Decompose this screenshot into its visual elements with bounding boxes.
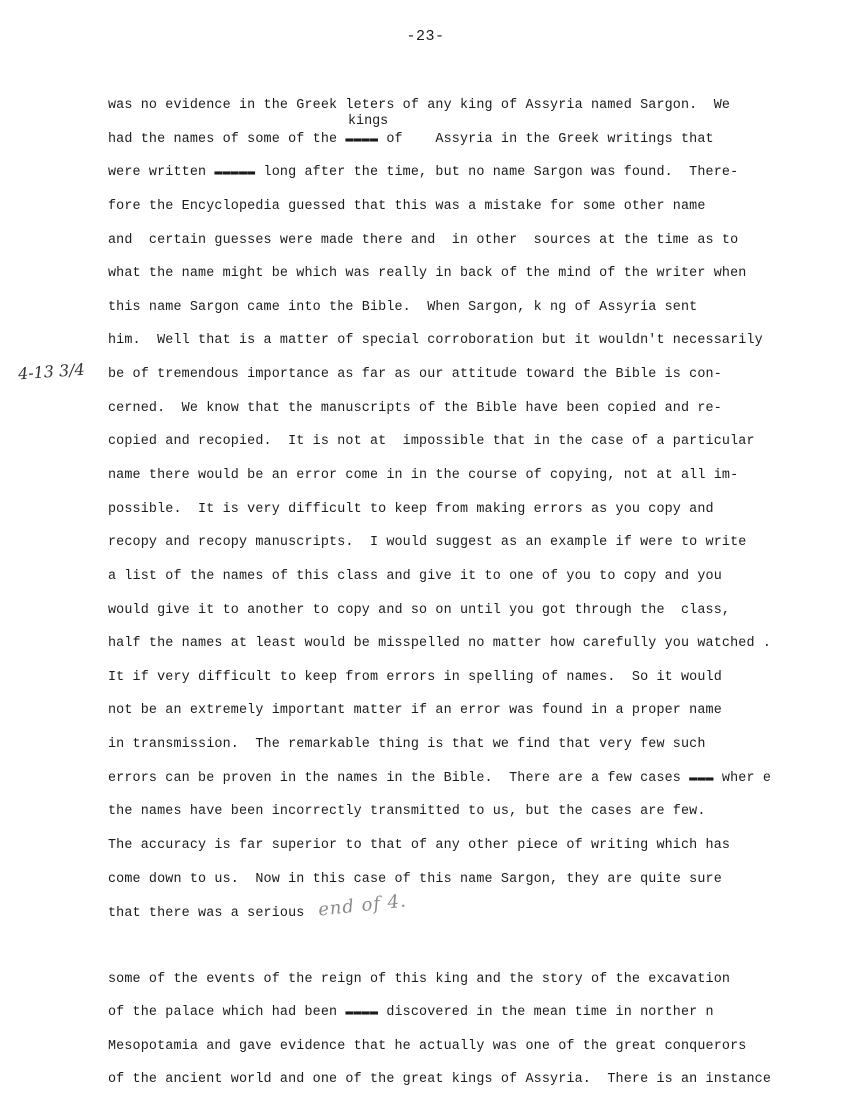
interlinear-insert: kings xyxy=(348,114,389,129)
margin-note: 4-13 3/4 xyxy=(17,359,86,384)
text-line: of the ancient world and one of the great kings of Assyria. There is an instance xyxy=(108,1072,772,1087)
text-line: him. Well that is a matter of special corroboration but it wouldn't necessarily xyxy=(108,333,763,348)
text-line: of the palace which had been ▬▬▬▬ discovered in the mean time in norther n xyxy=(108,1005,714,1020)
text-line: name there would be an error come in in the course of copying, not at all im- xyxy=(108,468,739,483)
text-line: copied and recopied. It is not at impossible that in the case of a particular xyxy=(108,434,755,449)
text-line: were written ▬▬▬▬▬ long after the time, but no name Sargon was found. There- xyxy=(108,165,739,180)
text-line: come down to us. Now in this case of this name Sargon, they are quite sure xyxy=(108,872,722,887)
text-line: and certain guesses were made there and in other sources at the time as to xyxy=(108,233,739,248)
text-line: The accuracy is far superior to that of any other piece of writing which has xyxy=(108,838,731,853)
text-line: half the names at least would be misspelled no matter how carefully you watched . xyxy=(108,636,772,651)
text-line: this name Sargon came into the Bible. When Sargon, k ng of Assyria sent xyxy=(108,300,698,315)
text-line: the names have been incorrectly transmitted to us, but the cases are few. xyxy=(108,804,706,819)
text-line: cerned. We know that the manuscripts of the Bible have been copied and re- xyxy=(108,401,722,416)
text-line: errors can be proven in the names in the Bible. There are a few cases ▬▬▬ wher e xyxy=(108,771,772,786)
text-line: some of the events of the reign of this king and the story of the excavation xyxy=(108,972,731,987)
text-line: a list of the names of this class and give it to one of you to copy and you xyxy=(108,569,722,584)
handwritten-note: end of 4. xyxy=(317,890,408,921)
text-line: in transmission. The remarkable thing is that we find that very few such xyxy=(108,737,706,752)
text-line: Mesopotamia and gave evidence that he actually was one of the great conquerors xyxy=(108,1039,747,1054)
text-line: It if very difficult to keep from errors in spelling of names. So it would xyxy=(108,670,722,685)
text-line: not be an extremely important matter if an error was found in a proper name xyxy=(108,703,722,718)
text-line: that there was a serious xyxy=(108,906,305,921)
text-line: what the name might be which was really in back of the mind of the writer when xyxy=(108,266,747,281)
text-line: had the names of some of the ▬▬▬▬ of Assyria in the Greek writings that xyxy=(108,132,714,147)
text-line: possible. It is very difficult to keep from making errors as you copy and xyxy=(108,502,714,517)
text-line: would give it to another to copy and so on until you got through the class, xyxy=(108,603,731,618)
text-line: recopy and recopy manuscripts. I would suggest as an example if were to write xyxy=(108,535,747,550)
text-line: was no evidence in the Greek leters of any king of Assyria named Sargon. We xyxy=(108,98,731,113)
text-line: be of tremendous importance as far as our attitude toward the Bible is con- xyxy=(108,367,722,382)
text-line: fore the Encyclopedia guessed that this was a mistake for some other name xyxy=(108,199,706,214)
page-number: -23- xyxy=(406,28,445,45)
